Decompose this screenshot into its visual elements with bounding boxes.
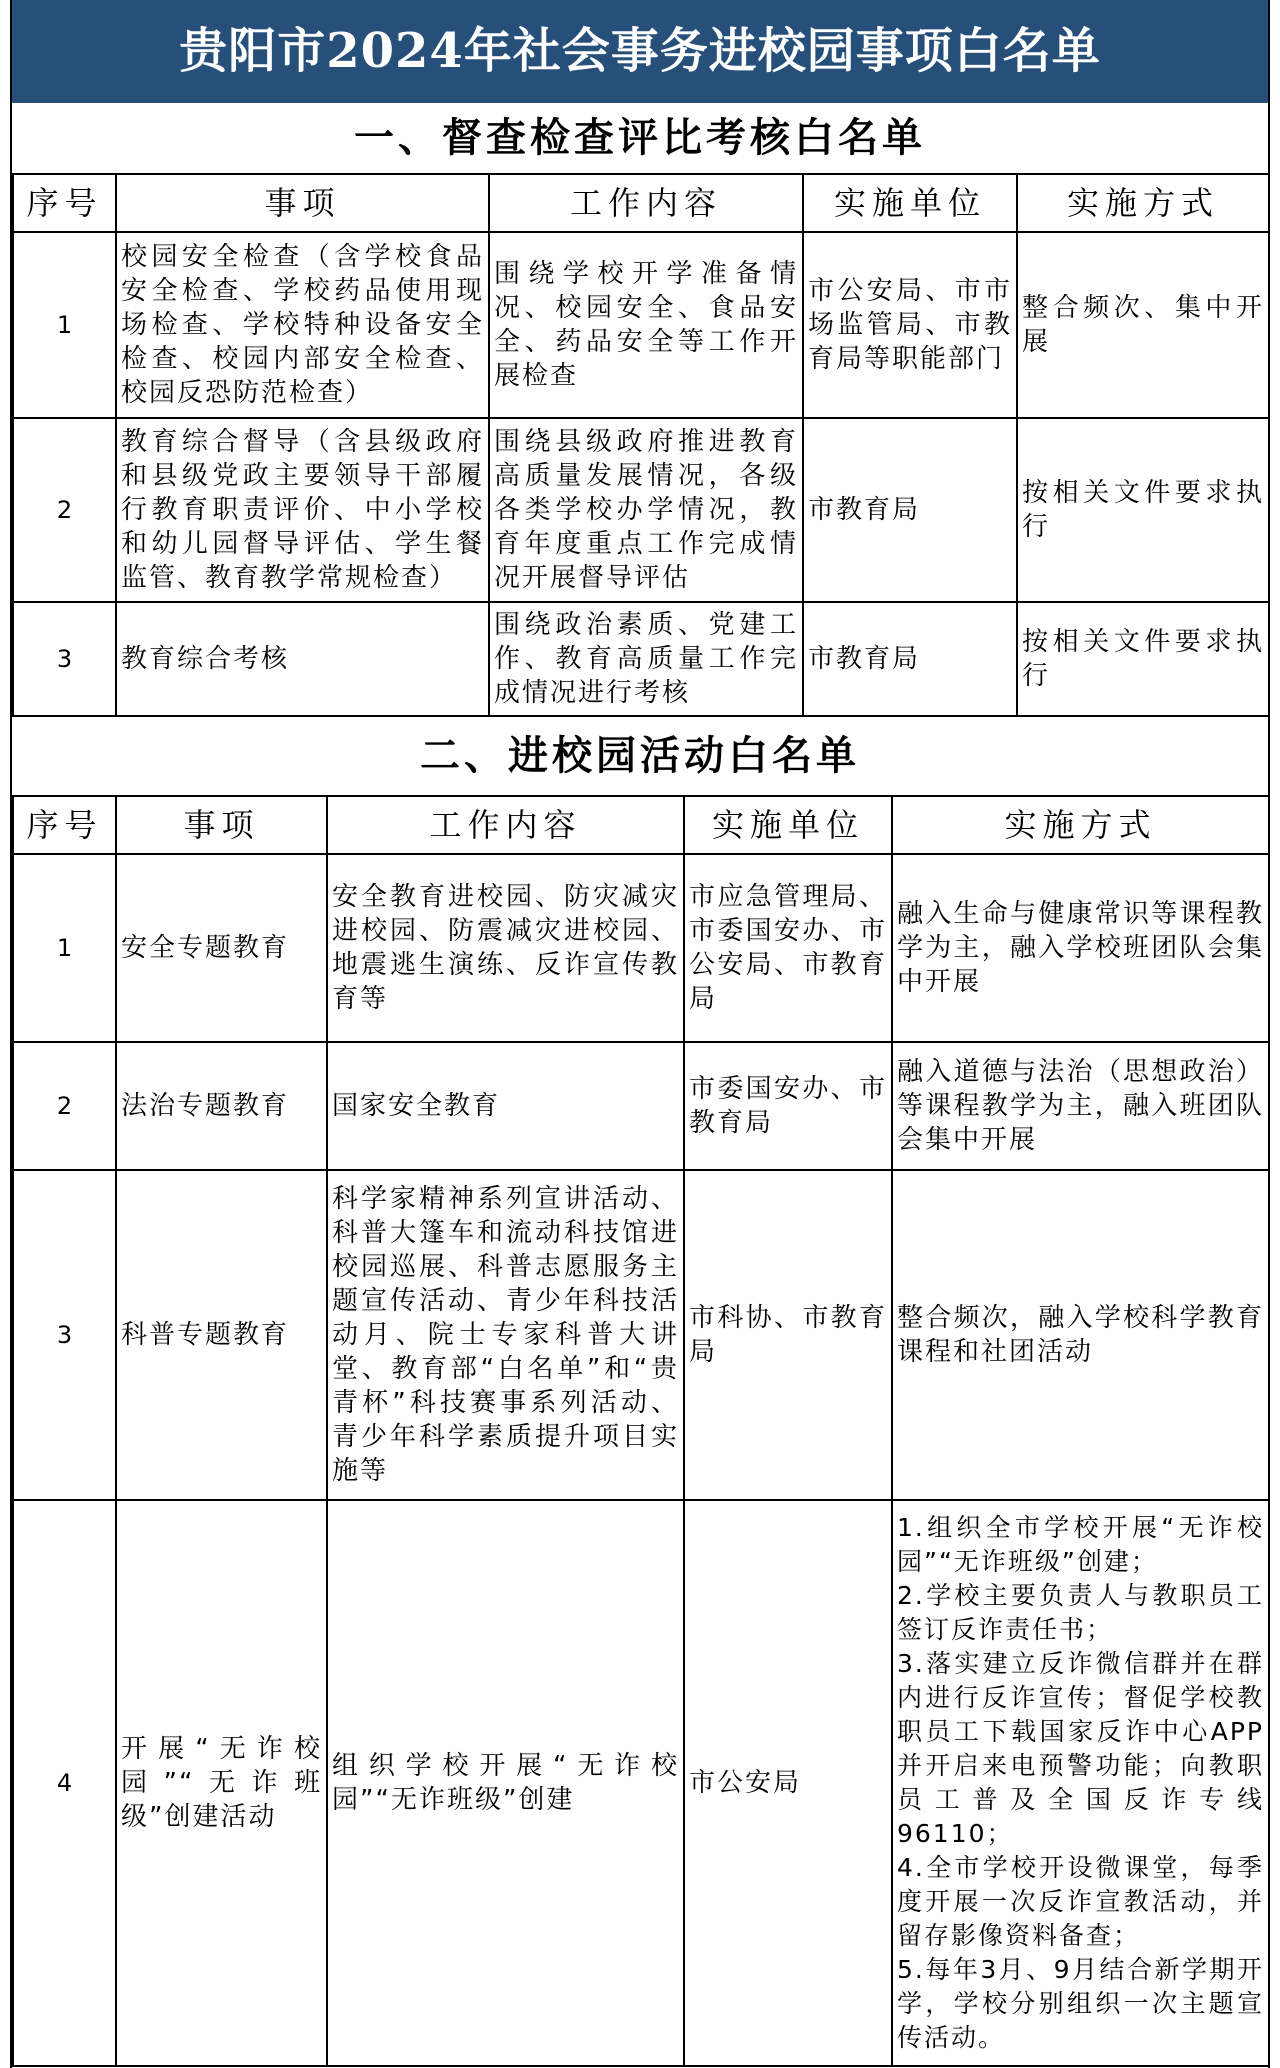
row-method: 融入生命与健康常识等课程教学为主，融入学校班团队会集中开展 xyxy=(892,854,1269,1042)
table-row xyxy=(13,1170,1269,1500)
header-method: 实施方式 xyxy=(1017,174,1269,232)
row-content: 围绕政治素质、党建工作、教育高质量工作完成情况进行考核 xyxy=(489,602,803,716)
row-method: 整合频次、集中开展 xyxy=(1017,232,1269,418)
section1-heading: 一、督查检查评比考核白名单 xyxy=(354,115,926,161)
row-method xyxy=(892,1500,1269,2066)
row-item: 安全专题教育 xyxy=(116,854,327,1042)
row-unit: 市应急管理局、市委国安办、市公安局、市教育局 xyxy=(684,854,892,1042)
row-item: 开展“无诈校园”“无诈班级”创建活动 xyxy=(116,1500,327,2066)
row-content: 安全教育进校园、防灾减灾进校园、防震减灾进校园、地震逃生演练、反诈宣传教育等 xyxy=(327,854,684,1042)
row-no: 1 xyxy=(13,854,116,1042)
document xyxy=(10,0,1270,2068)
row-content: 围绕县级政府推进教育高质量发展情况，各级各类学校办学情况，教育年度重点工作完成情况开展督导评估 xyxy=(489,418,803,602)
method-step: 5.每年3月、9月结合新学期开学，学校分别组织一次主题宣传活动。 xyxy=(897,1955,1264,2052)
table-row xyxy=(13,1500,1269,2066)
header-no: 序号 xyxy=(13,796,116,854)
header-no: 序号 xyxy=(13,174,116,232)
header-content: 工作内容 xyxy=(327,796,684,854)
table-row xyxy=(13,418,1269,602)
row-no: 2 xyxy=(13,1042,116,1170)
row-unit: 市科协、市教育局 xyxy=(684,1170,892,1500)
row-method: 按相关文件要求执行 xyxy=(1017,418,1269,602)
method-step: 3.落实建立反诈微信群并在群内进行反诈宣传；督促学校教职员工下载国家反诈中心APP并开启来电预警功能；向教职员工普及全国反诈专线96110； xyxy=(897,1649,1264,1848)
section2-heading: 二、进校园活动白名单 xyxy=(420,733,860,779)
row-content: 国家安全教育 xyxy=(327,1042,684,1170)
header-item: 事项 xyxy=(116,174,489,232)
row-no: 3 xyxy=(13,602,116,716)
row-no: 3 xyxy=(13,1170,116,1500)
row-method: 整合频次，融入学校科学教育课程和社团活动 xyxy=(892,1170,1269,1500)
table-row xyxy=(13,232,1269,418)
row-item: 科普专题教育 xyxy=(116,1170,327,1500)
row-item: 教育综合督导（含县级政府和县级党政主要领导干部履行教育职责评价、中小学校和幼儿园督导评估、学生餐监管、教育教学常规检查） xyxy=(116,418,489,602)
header-unit: 实施单位 xyxy=(684,796,892,854)
row-item: 校园安全检查（含学校食品安全检查、学校药品使用现场检查、学校特种设备安全检查、校园内部安全检查、校园反恐防范检查） xyxy=(116,232,489,418)
row-unit: 市教育局 xyxy=(803,602,1017,716)
row-unit: 市委国安办、市教育局 xyxy=(684,1042,892,1170)
row-no: 2 xyxy=(13,418,116,602)
table-header-row xyxy=(13,174,1269,232)
header-method: 实施方式 xyxy=(892,796,1269,854)
method-step: 2.学校主要负责人与教职员工签订反诈责任书； xyxy=(897,1581,1264,1644)
row-no: 4 xyxy=(13,1500,116,2066)
row-content: 科学家精神系列宣讲活动、科普大篷车和流动科技馆进校园巡展、科普志愿服务主题宣传活动、青少年科技活动月、院士专家科普大讲堂、教育部“白名单”和“贵青杯”科技赛事系列活动、青少年科学素质提升项目实施等 xyxy=(327,1170,684,1500)
table-row xyxy=(13,602,1269,716)
table-row xyxy=(13,854,1269,1042)
row-method: 按相关文件要求执行 xyxy=(1017,602,1269,716)
method-step: 4.全市学校开设微课堂，每季度开展一次反诈宣教活动，并留存影像资料备查； xyxy=(897,1853,1264,1950)
row-content: 组织学校开展“无诈校园”“无诈班级”创建 xyxy=(327,1500,684,2066)
table-header-row xyxy=(13,796,1269,854)
row-unit: 市公安局 xyxy=(684,1500,892,2066)
header-content: 工作内容 xyxy=(489,174,803,232)
row-item: 法治专题教育 xyxy=(116,1042,327,1170)
row-content: 围绕学校开学准备情况、校园安全、食品安全、药品安全等工作开展检查 xyxy=(489,232,803,418)
row-unit: 市公安局、市市场监管局、市教育局等职能部门 xyxy=(803,232,1017,418)
header-unit: 实施单位 xyxy=(803,174,1017,232)
table-row xyxy=(13,1042,1269,1170)
section1-table xyxy=(12,173,1270,717)
row-item: 教育综合考核 xyxy=(116,602,489,716)
method-step: 1.组织全市学校开展“无诈校园”“无诈班级”创建； xyxy=(897,1513,1264,1576)
row-unit: 市教育局 xyxy=(803,418,1017,602)
row-no: 1 xyxy=(13,232,116,418)
row-method: 融入道德与法治（思想政治）等课程教学为主，融入班团队会集中开展 xyxy=(892,1042,1269,1170)
section2-table xyxy=(12,795,1270,2067)
header-item: 事项 xyxy=(116,796,327,854)
document-title: 贵阳市2024年社会事务进校园事项白名单 xyxy=(12,0,1268,103)
